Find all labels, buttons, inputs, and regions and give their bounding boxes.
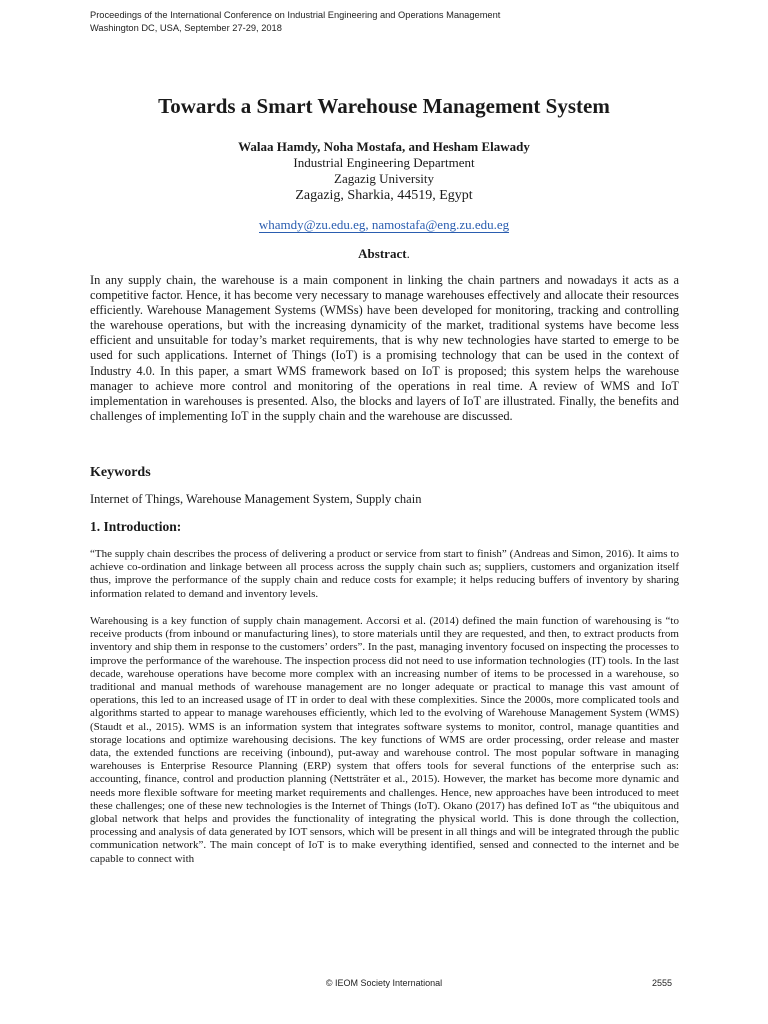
footer-copyright: © IEOM Society International (325, 978, 443, 988)
conference-location-date: Washington DC, USA, September 27-29, 2018 (90, 23, 282, 33)
author-names: Walaa Hamdy, Noha Mostafa, and Hesham Elawady (238, 139, 530, 154)
abstract-heading (0, 246, 768, 262)
introduction-heading: 1. Introduction: (90, 519, 182, 534)
affiliation-department: Industrial Engineering Department (293, 155, 475, 170)
keywords-heading: Keywords (90, 465, 151, 480)
introduction-paragraph-1: “The supply chain describes the process of delivering a product or service from start to finish” (Andreas and Simon, 2016). It aims to achieve co-ordination and linkage between all process across the supply chain such as; suppliers, customers and organization itself thus, improve the performance of the supply chain and reduce costs for example; it helps reducing buffers of inventory by sharing information related to demand and inventory levels. (90, 548, 679, 600)
abstract-heading-period: . (406, 246, 410, 261)
author-emails-container (0, 217, 768, 233)
abstract-heading-text: Abstract (358, 246, 407, 261)
page-number: 2555 (652, 978, 673, 988)
conference-header (90, 9, 500, 35)
paper-title: Towards a Smart Warehouse Management System (158, 94, 610, 118)
introduction-paragraph-2: Warehousing is a key function of supply chain management. Accorsi et al. (2014) defined the main function of warehousing is “to receive products (from inbound or manufacturing lines), to store materials until they are requested, and then, to extract products from inventory and ship them in response to the customers’ orders”. In the past, managing inventory focused on inspecting the processes to improve the performance of the warehouse. The inspection process did not need to use information technologies (IT) tools. In the last decade, warehouse operations have become more complex with an increasing number of items to be processed in a warehouse, so traditional and manual methods of warehouse management are no longer adequate or practical to manage this vast amount of operations, this led to an increased usage of IT in order to deal with these complexities. Since the 2000s, more complicated tools and algorithms started to appear to manage warehouses efficiently, which led to the evolving of Warehouse Management System (WMS) (Staudt et al., 2015). WMS is an information system that integrates software systems to monitor, control, manage quantities and storage locations and optimize warehousing decisions. The key functions of WMS are order processing, order release and master data, the extended functions are receiving (inbound), put-away and warehouse control. The most popular software in managing warehouses is Enterprise Resource Planning (ERP) system that offers tools for several functions of the enterprise such as: accounting, finance, control and production planning (Nettsträter et al., 2015). However, the market has become more dynamic and needs more flexible software for meeting market requirements and challenges. Hence, new approaches have been introduced to meet these challenges; one of these new technologies is the Internet of Things (IoT). Okano (2017) has defined IoT as “the ubiquitous and global network that helps and provides the functionality of integrating the physical world. This is done through the collection, processing and analysis of data generated by IOT sensors, which will be present in all things and will be integrated through the public communication network”. The main concept of IoT is to make everything identified, sensed and connected to the internet and be capable to connect with (90, 615, 679, 865)
author-block (0, 139, 768, 205)
conference-name: Proceedings of the International Conference on Industrial Engineering and Operations Management (90, 10, 501, 20)
author-emails-link[interactable]: whamdy@zu.edu.eg, namostafa@eng.zu.edu.eg (258, 217, 510, 232)
affiliation-university: Zagazig University (334, 171, 434, 186)
keywords-text: Internet of Things, Warehouse Management System, Supply chain (90, 492, 422, 506)
affiliation-address: Zagazig, Sharkia, 44519, Egypt (295, 188, 473, 203)
abstract-text: In any supply chain, the warehouse is a main component in linking the chain partners and nowadays it acts as a competitive factor. Hence, it has become very necessary to manage warehouses effectively and allocate their resources efficiently. Warehouse Management Systems (WMSs) have been developed for monitoring, tracking and controlling the warehouse operations, but with the increasing dynamicity of the market, traditional systems have become less efficient and unsuitable for today’s market requirements, that is why new technologies have started to emerge to be used for such applications. Internet of Things (IoT) is a promising technology that can be used in the context of Industry 4.0. In this paper, a smart WMS framework based on IoT is proposed; this system helps the warehouse manager to achieve more control and monitoring of the operations in real time. A review of WMS and IoT implementation in warehouses is presented. Also, the blocks and layers of IoT are illustrated. Finally, the benefits and challenges of implementing IoT in the supply chain and the warehouse are discussed. (90, 273, 679, 423)
